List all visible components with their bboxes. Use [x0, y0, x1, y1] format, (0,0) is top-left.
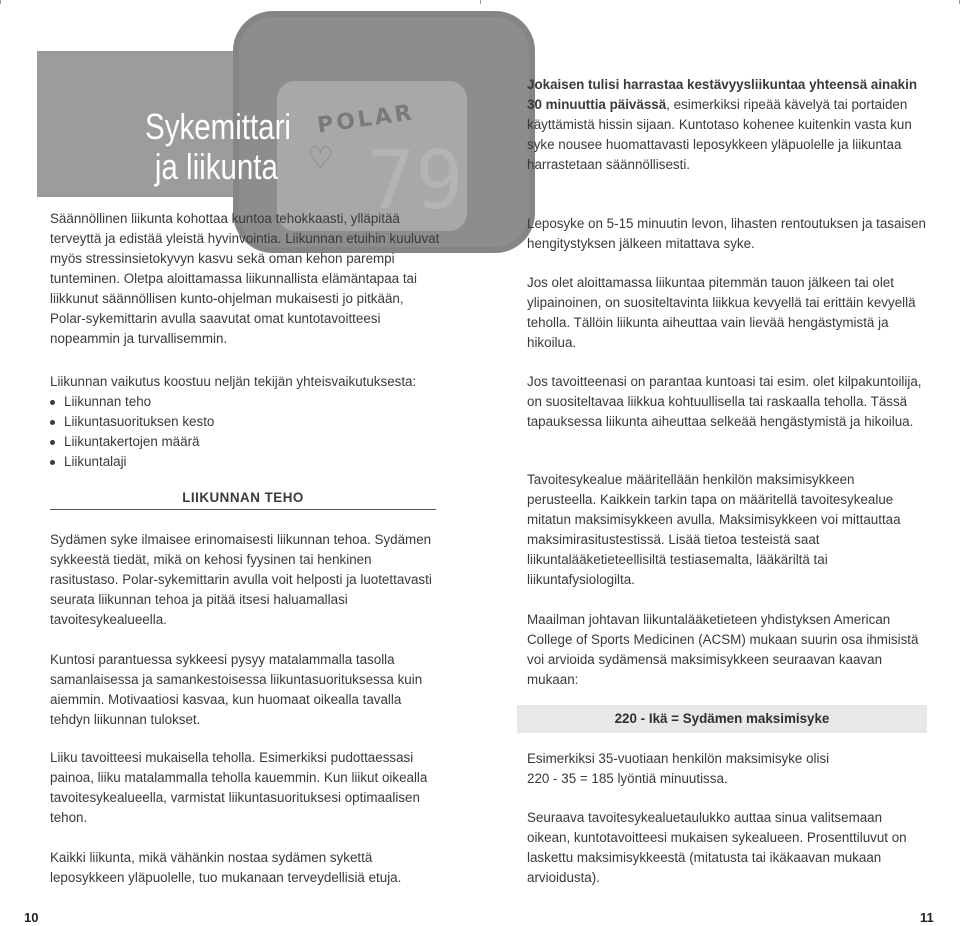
max-heart-rate-formula: 220 - Ikä = Sydämen maksimisyke — [517, 705, 927, 733]
taulukko-paragraph: Seuraava tavoitesykealuetaulukko auttaa sinua valitsemaan oikean, kuntotavoitteesi mukaisen sykealueen. Prosenttiluvut on laskettu maksimisykkeestä (mitatusta tai ikäkaavan mukaan arvioidusta). — [527, 810, 907, 885]
teho-paragraph-1: Sydämen syke ilmaisee erinomaisesti liikunnan tehoa. Sydämen sykkeestä tiedät, mikä on kehosi fyysinen tai henkinen rasitustaso. Polar-sykemittarin avulla voit helposti ja luotettavasti seurata liikunnan tehoa ja pitää itsesi haluamallasi tavoitesykealueella. — [50, 532, 432, 627]
example-paragraph — [527, 749, 927, 789]
left-column-intro — [50, 209, 442, 349]
page-title-line1: Sykemittari — [145, 106, 291, 147]
factors-list — [50, 392, 442, 472]
tavoite-paragraph: Jos tavoitteenasi on parantaa kuntoasi tai esim. olet kilpakuntoilija, on suositeltavaa liikkua kohtuullisella tai raskaalla teholla. Tässä tapauksessa liikunta aiheuttaa selkeää hengästymistä ja hikoilua. — [527, 374, 922, 429]
section-heading: LIIKUNNAN TEHO — [50, 490, 436, 510]
example-line-1: Esimerkiksi 35-vuotiaan henkilön maksimisyke olisi — [527, 751, 830, 766]
factors-intro: Liikunnan vaikutus koostuu neljän tekijän yhteisvaikutuksesta: — [50, 374, 417, 389]
teho-paragraph-4: Kaikki liikunta, mikä vähänkin nostaa sydämen sykettä leposykkeen yläpuolelle, tuo mukanaan terveydellisiä etuja. — [50, 850, 402, 885]
list-item: Liikuntalaji — [50, 452, 442, 472]
bullet-icon — [50, 440, 55, 445]
lead-bold-text: Jokaisen tulisi harrastaa kestävyysliikuntaa yhteensä ainakin 30 minuuttia päivässä — [527, 77, 918, 112]
crop-mark — [480, 0, 481, 4]
leposyke-paragraph: Leposyke on 5-15 minuutin levon, lihasten rentoutuksen ja tasaisen hengitystyksen jälkeen mitattava syke. — [527, 216, 926, 251]
intro-paragraph: Säännöllinen liikunta kohottaa kuntoa tehokkaasti, ylläpitää terveyttä ja edistää yleistä hyvinvointia. Liikunnan etuihin kuuluvat myös stressinsietokyvyn kasvu sekä oman kehon parempi tunteminen. Oletpa aloittamassa liikunnallista elämäntapaa tai liikkunut säännöllisen kunto-ohjelman mukaisesti jo pitkään, Polar-sykemittarin avulla saavutat omat kuntotavoitteesi nopeammin ja turvallisemmin. — [50, 211, 440, 346]
factors-block — [50, 372, 442, 472]
maksimi-paragraph: Tavoitesykealue määritellään henkilön maksimisykkeen perusteella. Kaikkein tarkin tapa on määritellä tavoitesykealue mitatun maksimisykkeen avulla. Maksimisykkeen voi mittauttaa maksimirasitustestissä. Lisää tietoa testeistä saat liikuntalääketieteellisiltä testiasemalta, lääkäriltä tai liikuntafysiologilta. — [527, 472, 901, 587]
crop-mark — [0, 0, 1, 4]
device-brand: POLAR — [315, 100, 417, 139]
example-line-2: 220 - 35 = 185 lyöntiä minuutissa. — [527, 771, 728, 786]
list-item: Liikunnan teho — [50, 392, 442, 412]
acsm-paragraph: Maailman johtavan liikuntalääketieteen yhdistyksen American College of Sports Medicinen (ACSM) mukaan suurin osa ihmisistä voi arvioida sydämensä maksimisykkeen seuraavan kaavan mukaan: — [527, 612, 919, 687]
lead-paragraph — [527, 75, 927, 175]
page-number-right: 11 — [920, 910, 934, 925]
lead-rest-text: , esimerkiksi ripeää kävelyä tai portaiden käyttämistä hissin sijaan. Kuntotaso kohenee kuitenkin vasta kun syke nousee huomattavasti leposykkeen yläpuolelle ja liikuntaa harrastetaan säännöllisesti. — [527, 97, 912, 172]
bullet-icon — [50, 400, 55, 405]
device-digits: 79 — [367, 134, 464, 227]
teho-paragraph-3: Liiku tavoitteesi mukaisella teholla. Esimerkiksi pudottaessasi painoa, liiku matalammalla teholla kauemmin. Kun liikut oikealla tavoitesykealueella, varmistat liikuntasuorituksesi optimaalisen tehon. — [50, 750, 428, 825]
title-banner — [37, 51, 464, 227]
bullet-icon — [50, 420, 55, 425]
list-item: Liikuntasuorituksen kesto — [50, 412, 442, 432]
page-title-line2: ja liikunta — [154, 146, 278, 187]
tauko-paragraph: Jos olet aloittamassa liikuntaa pitemmän tauon jälkeen tai olet ylipainoinen, on suositeltavinta liikkua kevyellä tai erittäin kevyellä teholla. Tällöin liikunta aiheuttaa vain lievää hengästymistä ja hikoilua. — [527, 275, 916, 350]
page-title — [145, 107, 291, 187]
page-number-left: 10 — [24, 910, 39, 925]
list-item: Liikuntakertojen määrä — [50, 432, 442, 452]
heart-icon: ♡ — [307, 142, 334, 175]
bullet-icon — [50, 460, 55, 465]
teho-paragraph-2: Kuntosi parantuessa sykkeesi pysyy matalammalla tasolla samanlaisessa ja samankestoisessa liikuntasuorituksessa kuin aiemmin. Motivaatiosi kasvaa, kun huomaat oikealla tavalla tehdyn liikunnan tulokset. — [50, 652, 423, 727]
